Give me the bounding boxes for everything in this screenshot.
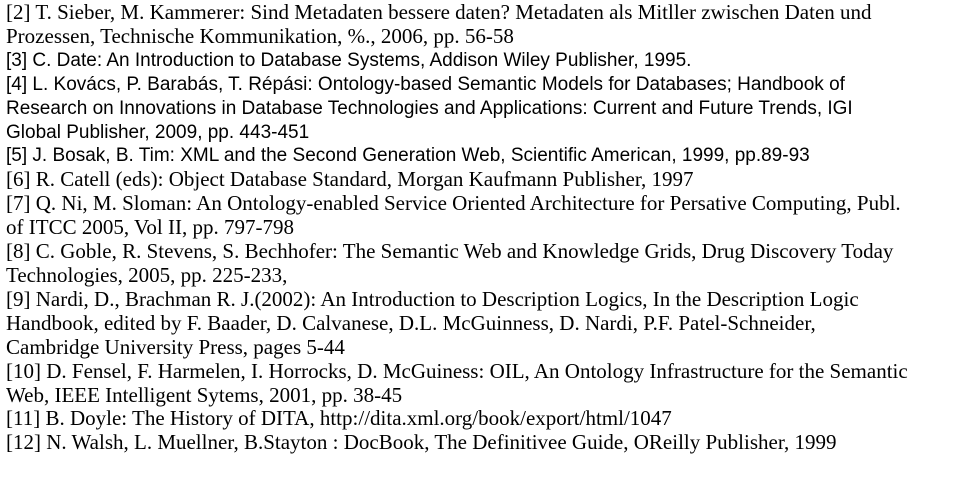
reference-item-9 — [6, 288, 954, 360]
reference-item-4 — [6, 73, 954, 145]
reference-line: [6] R. Catell (eds): Object Database Standard, Morgan Kaufmann Publisher, 1997 — [6, 167, 694, 192]
reference-line: [9] Nardi, D., Brachman R. J.(2002): An Introduction to Description Logics, In the Description Logic — [6, 286, 859, 311]
reference-line: [3] C. Date: An Introduction to Database Systems, Addison Wiley Publisher, 1995. — [6, 49, 692, 71]
reference-line: [11] B. Doyle: The History of DITA, http://dita.xml.org/book/export/html/1047 — [6, 406, 672, 431]
reference-line: [2] T. Sieber, M. Kammerer: Sind Metadaten bessere daten? Metadaten als Mitller zwischen Daten und — [6, 0, 872, 24]
reference-item-11 — [6, 407, 954, 431]
reference-line: [10] D. Fensel, F. Harmelen, I. Horrocks, D. McGuiness: OIL, An Ontology Infrastructure for the Semantic — [6, 358, 908, 383]
reference-line: Research on Innovations in Database Technologies and Applications: Current and Future Trends, IGI — [6, 97, 853, 119]
reference-line: Global Publisher, 2009, pp. 443-451 — [6, 121, 310, 143]
reference-line: Web, IEEE Intelligent Sytems, 2001, pp. 38-45 — [6, 382, 403, 407]
reference-line: [8] C. Goble, R. Stevens, S. Bechhofer: The Semantic Web and Knowledge Grids, Drug Discovery Today — [6, 239, 894, 264]
reference-item-5 — [6, 144, 954, 168]
reference-line: Technologies, 2005, pp. 225-233, — [6, 262, 288, 287]
reference-item-3 — [6, 49, 954, 73]
reference-line: Cambridge University Press, pages 5-44 — [6, 334, 345, 359]
reference-item-7 — [6, 192, 954, 240]
reference-item-2 — [6, 1, 954, 49]
reference-line: [7] Q. Ni, M. Sloman: An Ontology-enabled Service Oriented Architecture for Persative Computing, Publ. — [6, 191, 901, 216]
reference-item-8 — [6, 240, 954, 288]
reference-item-6 — [6, 168, 954, 192]
reference-line: of ITCC 2005, Vol II, pp. 797-798 — [6, 215, 294, 240]
reference-line: Handbook, edited by F. Baader, D. Calvanese, D.L. McGuinness, D. Nardi, P.F. Patel-Schneider, — [6, 310, 816, 335]
reference-item-10 — [6, 360, 954, 408]
reference-list — [6, 1, 954, 455]
reference-line: [5] J. Bosak, B. Tim: XML and the Second Generation Web, Scientific American, 1999, pp.89-93 — [6, 145, 810, 167]
reference-line: [12] N. Walsh, L. Muellner, B.Stayton : DocBook, The Definitivee Guide, OReilly Publisher, 1999 — [6, 430, 837, 455]
reference-line: Prozessen, Technische Kommunikation, %., 2006, pp. 56-58 — [6, 23, 514, 48]
reference-line: [4] L. Kovács, P. Barabás, T. Répási: Ontology-based Semantic Models for Databases; Handbook of — [6, 73, 845, 95]
reference-item-12 — [6, 431, 954, 455]
